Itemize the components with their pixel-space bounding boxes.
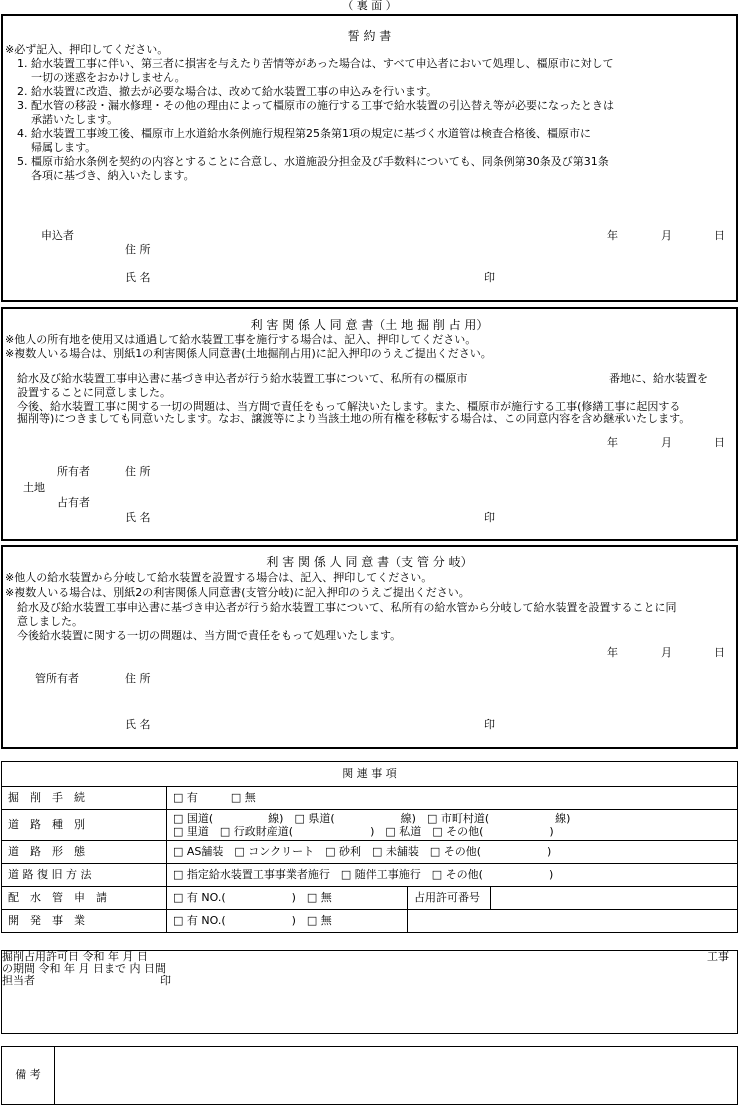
consent-land-body-1b: 番地に、給水装置を [609, 372, 708, 385]
oath-item-5-cont: 各項に基づき、納入いたします。 [31, 169, 195, 182]
row-content-road-type[interactable] [167, 810, 738, 841]
row-label-road-restore: 道 路 復 旧 方 法 [2, 864, 167, 887]
oath-item-4-cont: 帰属します。 [31, 141, 97, 154]
consent-land-address-label: 住 所 [125, 465, 151, 478]
oath-item-1: 1. 給水装置工事に伴い、第三者に損害を与えたり苦情等があった場合は、すべて申込者において処理し、橿原市に対して [17, 57, 614, 70]
oath-section [1, 14, 738, 302]
consent-branch-note-2: ※複数人いる場合は、別紙2の利害関係人同意書(支管分岐)に記入押印のうえご提出ください。 [5, 586, 470, 599]
consent-land-year: 年 [607, 436, 618, 449]
consent-land-body-4: 掘削等)につきましても同意いたします。なお、譲渡等により当該土地の所有権を移転する場合は、この同意内容を含め継承いたします。 [17, 412, 691, 425]
oath-month: 月 [661, 229, 672, 242]
consent-branch-note-1: ※他人の給水装置から分岐して給水装置を設置する場合は、記入、押印してください。 [5, 571, 433, 584]
oath-item-3-cont: 承諾いたします。 [31, 113, 119, 126]
page-header: （ 裏 面 ） [342, 0, 397, 12]
table-row [2, 910, 738, 933]
consent-branch-address-label: 住 所 [125, 672, 151, 685]
oath-item-5: 5. 橿原市給水条例を契約の内容とすることに合意し、水道施設分担金及び手数料についても、同条例第30条及び第31条 [17, 155, 609, 168]
consent-land-section [1, 307, 738, 541]
related-title: 関 連 事 項 [2, 762, 738, 787]
consent-branch-name-label: 氏 名 [125, 718, 151, 731]
table-row [2, 864, 738, 887]
road-type-line-1[interactable]: □ 国道( 線) □ 県道( 線) □ 市町村道( 線) [173, 812, 571, 825]
oath-address-label: 住 所 [125, 243, 151, 256]
oath-item-4: 4. 給水装置工事竣工後、橿原市上水道給水条例施行規程第25条第1項の規定に基づく水道管は検査合格後、橿原市に [17, 127, 591, 140]
consent-land-month: 月 [661, 436, 672, 449]
consent-branch-year: 年 [607, 646, 618, 659]
table-row [2, 887, 738, 910]
oath-seal: 印 [484, 271, 495, 284]
oath-note: ※必ず記入、押印してください。 [5, 43, 169, 56]
row-content-pipe-application[interactable]: □ 有 NO.( ) □ 無 [167, 887, 408, 910]
row-label-road-form: 道 路 形 態 [2, 841, 167, 864]
permit-staff-label: 担当者 [2, 974, 35, 987]
row-label-development: 開 発 事 業 [2, 910, 167, 933]
table-row [2, 810, 738, 841]
occupancy-permit-field[interactable] [491, 887, 738, 910]
row-label-excavation: 掘 削 手 続 [2, 787, 167, 810]
oath-item-2: 2. 給水装置に改造、撤去が必要な場合は、改めて給水装置工事の申込みを行います。 [17, 85, 438, 98]
consent-branch-body-3: 今後給水装置に関する一切の問題は、当方間で責任をもって処理いたします。 [17, 629, 402, 642]
related-matters-table [1, 761, 738, 933]
row-content-road-form[interactable]: □ AS舗装 □ コンクリート □ 砂利 □ 未舗装 □ その他( ) [167, 841, 738, 864]
consent-branch-seal: 印 [484, 718, 495, 731]
row-content-road-restore[interactable]: □ 指定給水装置工事事業者施行 □ 随伴工事施行 □ その他( ) [167, 864, 738, 887]
consent-branch-body-2: 意しました。 [17, 615, 83, 628]
table-row [2, 787, 738, 810]
row-content-development[interactable]: □ 有 NO.( ) □ 無 [167, 910, 408, 933]
oath-applicant-label: 申込者 [41, 229, 74, 242]
consent-land-land-label: 土地 [23, 481, 45, 494]
consent-branch-body-1: 給水及び給水装置工事申込書に基づき申込者が行う給水装置工事について、私所有の給水管から分岐して給水装置を設置することに同 [17, 601, 677, 614]
consent-branch-day: 日 [714, 646, 725, 659]
oath-item-3: 3. 配水管の移設・漏水修理・その他の理由によって橿原市の施行する工事で給水装置の引込替え等が必要になったときは [17, 99, 614, 112]
remarks-section [1, 1046, 738, 1105]
consent-land-body-3: 今後、給水装置工事に関する一切の問題は、当方間で責任をもって解決いたします。また、橿原市が施行する工事(修繕工事に起因する [17, 400, 681, 413]
row-content-excavation[interactable]: □ 有 □ 無 [167, 787, 738, 810]
oath-title: 誓 約 書 [347, 29, 392, 43]
consent-land-name-label: 氏 名 [125, 511, 151, 524]
table-row [2, 841, 738, 864]
consent-land-occupant-label: 占有者 [57, 496, 90, 509]
consent-land-body-2: 設置することに同意しました。 [17, 386, 171, 399]
remarks-label: 備 考 [2, 1047, 55, 1104]
permit-line-1: 掘削占用許可日 令和 年 月 日 [2, 950, 148, 963]
consent-land-body-1a: 給水及び給水装置工事申込書に基づき申込者が行う給水装置工事について、私所有の橿原市 [17, 372, 468, 385]
consent-land-note-1: ※他人の所有地を使用又は通過して給水装置工事を施行する場合は、記入、押印してください。 [5, 333, 477, 346]
consent-land-day: 日 [714, 436, 725, 449]
development-blank [408, 910, 738, 933]
consent-branch-pipe-owner-label: 管所有者 [35, 672, 79, 685]
row-label-pipe-application: 配 水 管 申 請 [2, 887, 167, 910]
oath-name-label: 氏 名 [125, 271, 151, 284]
permit-section [1, 950, 738, 1034]
consent-land-owner-label: 所有者 [57, 465, 90, 478]
permit-construction: 工事 [707, 950, 729, 963]
oath-item-1-cont: 一切の迷惑をおかけしません。 [31, 71, 186, 84]
consent-land-note-2: ※複数人いる場合は、別紙1の利害関係人同意書(土地掘削占用)に記入押印のうえご提出ください。 [5, 347, 492, 360]
permit-seal: 印 [160, 974, 171, 987]
consent-land-seal: 印 [484, 511, 495, 524]
remarks-field[interactable] [55, 1047, 737, 1104]
consent-branch-month: 月 [661, 646, 672, 659]
oath-day: 日 [714, 229, 725, 242]
consent-branch-title: 利 害 関 係 人 同 意 書（支 管 分 岐） [266, 555, 473, 569]
consent-branch-section [1, 545, 738, 749]
consent-land-title: 利 害 関 係 人 同 意 書（土 地 掘 削 占 用） [250, 318, 489, 332]
oath-year: 年 [607, 229, 618, 242]
row-label-road-type: 道 路 種 別 [2, 810, 167, 841]
permit-line-2: の期間 令和 年 月 日まで 内 日間 [2, 962, 166, 975]
occupancy-permit-label: 占用許可番号 [408, 887, 491, 910]
road-type-line-2[interactable]: □ 里道 □ 行政財産道( ) □ 私道 □ その他( ) [173, 825, 554, 838]
